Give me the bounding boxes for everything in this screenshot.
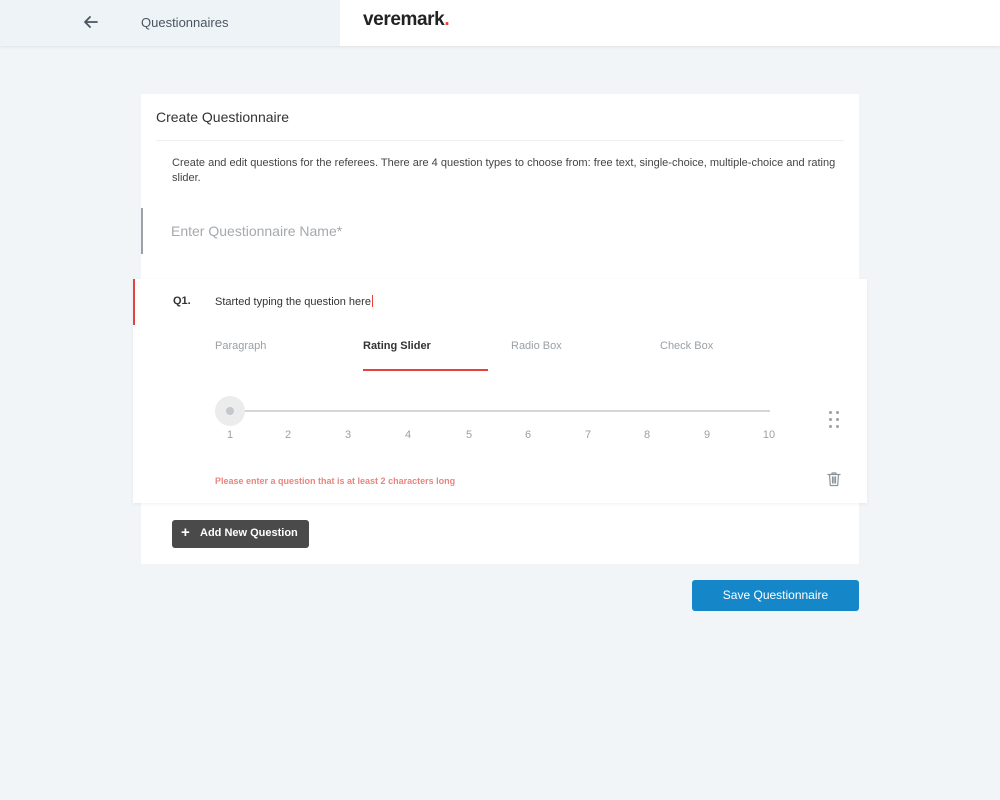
questionnaire-name-row (141, 208, 859, 254)
add-new-question-label: Add New Question (200, 527, 298, 539)
top-bar (0, 0, 1000, 46)
add-new-question-button[interactable] (172, 520, 309, 548)
validation-error: Please enter a question that is at least 2 characters long (215, 476, 456, 486)
slider-tick-label: 9 (703, 429, 711, 441)
plus-icon: + (181, 524, 190, 541)
question-text-input[interactable] (215, 295, 373, 308)
trash-icon (827, 471, 841, 487)
active-tab-indicator (363, 369, 488, 371)
slider-tick-label: 3 (344, 429, 352, 441)
slider-tick-label: 10 (762, 429, 776, 441)
question-block (133, 279, 867, 503)
rating-slider-thumb[interactable] (226, 407, 234, 415)
question-number: Q1. (173, 295, 191, 307)
question-active-bar (133, 279, 135, 325)
text-caret (372, 295, 373, 307)
save-questionnaire-button[interactable]: Save Questionnaire (692, 580, 859, 611)
divider (156, 140, 844, 141)
logo-dot: . (444, 9, 450, 30)
back-button[interactable] (80, 11, 102, 33)
arrow-left-icon (80, 11, 102, 33)
slider-tick-label: 1 (226, 429, 234, 441)
slider-tick-label: 6 (524, 429, 532, 441)
slider-tick-label: 5 (465, 429, 473, 441)
slider-tick-label: 2 (284, 429, 292, 441)
slider-tick-label: 4 (404, 429, 412, 441)
logo (363, 9, 449, 31)
delete-question-button[interactable] (827, 471, 841, 487)
logo-text: veremark (363, 9, 445, 30)
name-focus-bar (141, 208, 143, 254)
tab-rating-slider[interactable]: Rating Slider (363, 340, 431, 352)
rating-slider-track[interactable] (230, 410, 770, 412)
topbar-nav (0, 0, 340, 46)
tab-check-box[interactable]: Check Box (660, 340, 714, 352)
breadcrumb-questionnaires[interactable]: Questionnaires (141, 15, 229, 30)
tab-radio-box[interactable]: Radio Box (511, 340, 562, 352)
description: Create and edit questions for the referees. There are 4 question types to choose from: free text, single-choice, multiple-choice and rating slider. (172, 157, 836, 184)
question-text: Started typing the question here (215, 296, 371, 308)
slider-tick-label: 8 (643, 429, 651, 441)
drag-handle-icon[interactable] (828, 411, 840, 431)
slider-tick-label: 7 (584, 429, 592, 441)
questionnaire-name-input[interactable] (171, 219, 831, 243)
page-title: Create Questionnaire (156, 109, 290, 125)
tab-paragraph[interactable]: Paragraph (215, 340, 267, 352)
